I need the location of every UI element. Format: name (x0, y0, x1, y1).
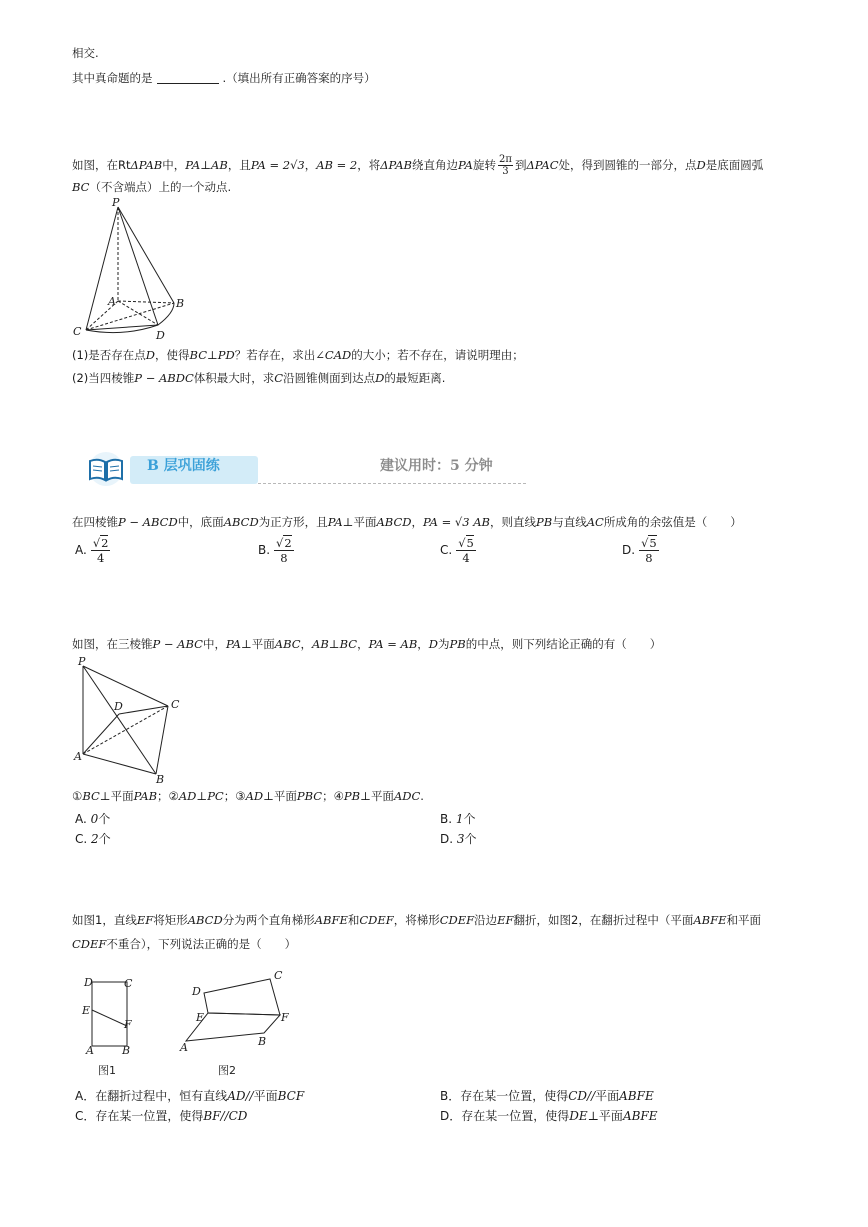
book-icon (84, 450, 128, 488)
num: √2 (276, 536, 292, 550)
t: 和平面 (726, 913, 761, 927)
rad: 5 (649, 536, 657, 550)
unit: 个 (464, 832, 477, 846)
top-line-2-pre: 其中真命题的是 (72, 71, 153, 85)
t: 翻折，如图2，在翻折过程中（平面 (513, 913, 694, 927)
t: 在四棱锥 (72, 515, 118, 529)
frac (274, 536, 294, 565)
val: 1 (455, 812, 464, 826)
m: PA (458, 158, 473, 172)
tetra-question (72, 636, 661, 652)
section-time: 建议用时：5 分钟 (380, 458, 493, 474)
t: . (420, 789, 424, 803)
letter: C. (75, 832, 88, 846)
option-d[interactable] (622, 536, 659, 565)
m: PA⊥ (327, 515, 354, 529)
option-c[interactable] (440, 536, 476, 565)
t: 平面 (353, 515, 377, 529)
m: ABCD (187, 913, 223, 927)
m: AC (586, 515, 604, 529)
unit: 个 (98, 812, 111, 826)
cone-question-line-1 (72, 154, 763, 177)
t: ， (300, 637, 313, 651)
t: 到 (514, 158, 527, 172)
t: 所成角的余弦值是（ ） (603, 515, 742, 529)
unit: 个 (463, 812, 476, 826)
fold-question-line-2 (72, 936, 296, 952)
num: √5 (458, 536, 474, 550)
m: BCF (277, 1089, 305, 1103)
rad: 5 (466, 536, 474, 550)
label-B: B (176, 297, 185, 310)
t: ，使得 (155, 348, 190, 362)
t: ；② (157, 789, 179, 803)
m: D (145, 348, 156, 362)
m: P − ABDC (134, 371, 194, 385)
t: 平面 (251, 637, 275, 651)
t: 沿边 (474, 913, 498, 927)
m: ΔPAB (380, 158, 412, 172)
label-E: E (82, 1004, 91, 1017)
label-B: B (156, 773, 165, 784)
option-a[interactable] (75, 536, 110, 565)
t: 平面 (370, 789, 394, 803)
fold-option-b[interactable] (440, 1087, 654, 1104)
den: 4 (96, 551, 105, 565)
m: AD⊥ (245, 789, 274, 803)
t: 旋转 (473, 158, 496, 172)
m: AD// (227, 1089, 254, 1103)
t: 平面 (273, 789, 297, 803)
t: 平面 (598, 1109, 623, 1123)
label-B: B (258, 1035, 267, 1048)
m: PBC (296, 789, 323, 803)
tetra-option-d[interactable] (440, 830, 477, 847)
t: 体积最大时，求 (193, 371, 275, 385)
t: ， (411, 515, 423, 529)
m: ADC (393, 789, 421, 803)
t: 为正方形，且 (258, 515, 328, 529)
label-P: P (112, 196, 120, 209)
cone-figure (68, 195, 198, 345)
m: AB⊥BC (312, 637, 358, 651)
label-C: C (171, 698, 180, 711)
t: (2)当四棱锥 (72, 371, 135, 385)
m: ABCD (376, 515, 412, 529)
m: BC (72, 180, 90, 194)
t: 如图，在Rt (72, 158, 131, 172)
m: AB = 2 (316, 158, 358, 172)
tetra-option-c[interactable] (75, 830, 111, 847)
m: PA⊥AB (185, 158, 228, 172)
label-E: E (196, 1011, 205, 1024)
t: 为 (438, 637, 450, 651)
t: 中， (162, 158, 186, 172)
t: 的最短距离. (384, 371, 446, 385)
top-line-2-post: .（填出所有正确答案的序号） (222, 71, 376, 85)
t: 平面 (595, 1089, 620, 1103)
t: ？若存在，求出 (234, 348, 316, 362)
m: ΔPAB (130, 158, 163, 172)
t: ，且 (227, 158, 251, 172)
fold-option-c[interactable] (75, 1107, 247, 1124)
m: ABFE (619, 1089, 654, 1103)
t: (1)是否存在点 (72, 348, 146, 362)
num: √2 (92, 536, 109, 550)
answer-blank[interactable] (157, 71, 219, 84)
m: C (274, 371, 284, 385)
m: DE⊥ (569, 1109, 599, 1123)
m: D (696, 158, 706, 172)
angle-fraction (498, 154, 513, 177)
m: EF (497, 913, 514, 927)
fold-question-line-1 (72, 912, 761, 928)
tetra-option-b[interactable] (440, 810, 476, 827)
m: PB⊥ (343, 789, 371, 803)
t: ① (72, 789, 83, 803)
m: ABCD (223, 515, 259, 529)
label-D: D (192, 985, 201, 998)
m: ∠CAD (315, 348, 352, 362)
den: 4 (462, 551, 470, 565)
fig1-caption: 图1 (98, 1064, 116, 1077)
m: CDEF (359, 913, 394, 927)
m: BC⊥ (82, 789, 111, 803)
m: PB (449, 637, 466, 651)
val: 0 (90, 812, 99, 826)
t: ， (357, 637, 369, 651)
label-C: C (73, 325, 82, 338)
m: PA = 2√3 (250, 158, 305, 172)
t: ， (304, 158, 317, 172)
label-A: A (86, 1044, 94, 1057)
label-D: D (114, 700, 123, 713)
frac-den: 3 (502, 166, 509, 177)
t: 和 (347, 913, 360, 927)
m: PA = √3 AB (423, 515, 490, 529)
cone-question-line-2 (72, 179, 231, 195)
letter: A. (75, 543, 87, 557)
t: 如图1，直线 (72, 913, 137, 927)
m: CD// (568, 1089, 596, 1103)
frac (91, 536, 111, 565)
option-b[interactable] (258, 536, 294, 565)
t: ，则直线 (490, 515, 536, 529)
label-P: P (78, 655, 86, 668)
pyramid-question (72, 514, 742, 530)
t: 的中点，则下列结论正确的有（ ） (465, 637, 662, 651)
t: 中， (202, 637, 226, 651)
val: 2 (91, 832, 99, 846)
m: ABFE (693, 913, 727, 927)
section-title: B 层巩固练 (147, 458, 220, 474)
fold-figure-2 (172, 965, 302, 1081)
letter: A. (75, 812, 87, 826)
t: ；③ (223, 789, 246, 803)
fold-figure-1 (76, 968, 146, 1080)
t: ， (417, 637, 429, 651)
frac-num: 2π (499, 154, 512, 165)
t: （不含端点）上的一个动点. (89, 180, 232, 194)
m: ΔPAC (526, 158, 559, 172)
t: A．在翻折过程中，恒有直线 (75, 1089, 228, 1103)
m: PAB (133, 789, 158, 803)
fold-option-a[interactable] (75, 1087, 304, 1104)
num: √5 (641, 536, 657, 550)
t: B．存在某一位置，使得 (440, 1089, 569, 1103)
m: CDEF (439, 913, 475, 927)
frac (456, 536, 476, 565)
label-A: A (74, 750, 82, 763)
m: ABFE (622, 1109, 658, 1123)
t: 如图，在三棱锥 (72, 637, 153, 651)
t: 平面 (110, 789, 134, 803)
den: 8 (645, 551, 653, 565)
t: 处，得到圆锥的一部分，点 (558, 158, 697, 172)
t: 平面 (253, 1089, 278, 1103)
label-D: D (84, 976, 93, 989)
label-B: B (122, 1044, 131, 1057)
fig2-caption: 图2 (218, 1064, 236, 1077)
m: D (428, 637, 439, 651)
rad: 2 (101, 536, 109, 550)
m: D (375, 371, 385, 385)
letter: B. (258, 543, 271, 557)
m: EF (136, 913, 154, 927)
m: P − ABC (152, 637, 203, 651)
m: BF//CD (203, 1109, 248, 1123)
letter: C. (440, 543, 453, 557)
t: 将矩形 (153, 913, 188, 927)
t: 绕直角边 (412, 158, 458, 172)
fold-option-d[interactable] (440, 1107, 658, 1124)
t: 中，底面 (177, 515, 224, 529)
frac (639, 536, 659, 565)
label-A: A (108, 295, 116, 308)
t: C．存在某一位置，使得 (75, 1109, 204, 1123)
label-C: C (124, 977, 133, 990)
label-F: F (124, 1018, 132, 1031)
m: P − ABCD (118, 515, 178, 529)
m: ABFE (314, 913, 348, 927)
m: PB (536, 515, 553, 529)
top-line-1: 相交. (72, 46, 99, 60)
letter: D. (440, 832, 454, 846)
cone-part-2 (72, 370, 445, 386)
section-divider (258, 483, 526, 484)
tetra-figure (70, 652, 190, 784)
m: ABC (274, 637, 301, 651)
t: 与直线 (552, 515, 587, 529)
letter: D. (622, 543, 636, 557)
t: 不重合），下列说法正确的是（ ） (106, 937, 297, 951)
rad: 2 (284, 536, 292, 550)
m: PA⊥ (225, 637, 252, 651)
t: 分为两个直角梯形 (222, 913, 315, 927)
label-D: D (156, 329, 165, 342)
label-A: A (180, 1041, 188, 1054)
unit: 个 (98, 832, 111, 846)
den: 8 (280, 551, 288, 565)
letter: B. (440, 812, 453, 826)
t: ，将 (357, 158, 381, 172)
m: CDEF (72, 937, 107, 951)
t: 的大小；若不存在，请说明理由； (351, 348, 524, 362)
label-F: F (281, 1011, 289, 1024)
tetra-statements (72, 788, 424, 804)
val: 3 (456, 832, 465, 846)
t: D．存在某一位置，使得 (440, 1109, 570, 1123)
tetra-option-a[interactable] (75, 810, 110, 827)
t: 是底面圆弧 (705, 158, 764, 172)
top-line-2 (72, 70, 376, 86)
m: AD⊥PC (178, 789, 224, 803)
cone-part-1 (72, 347, 524, 363)
t: ；④ (322, 789, 344, 803)
t: ，将梯形 (393, 913, 440, 927)
label-C: C (274, 969, 283, 982)
t: 沿圆锥侧面到达点 (283, 371, 376, 385)
m: BC⊥PD (189, 348, 235, 362)
m: PA = AB (368, 637, 418, 651)
